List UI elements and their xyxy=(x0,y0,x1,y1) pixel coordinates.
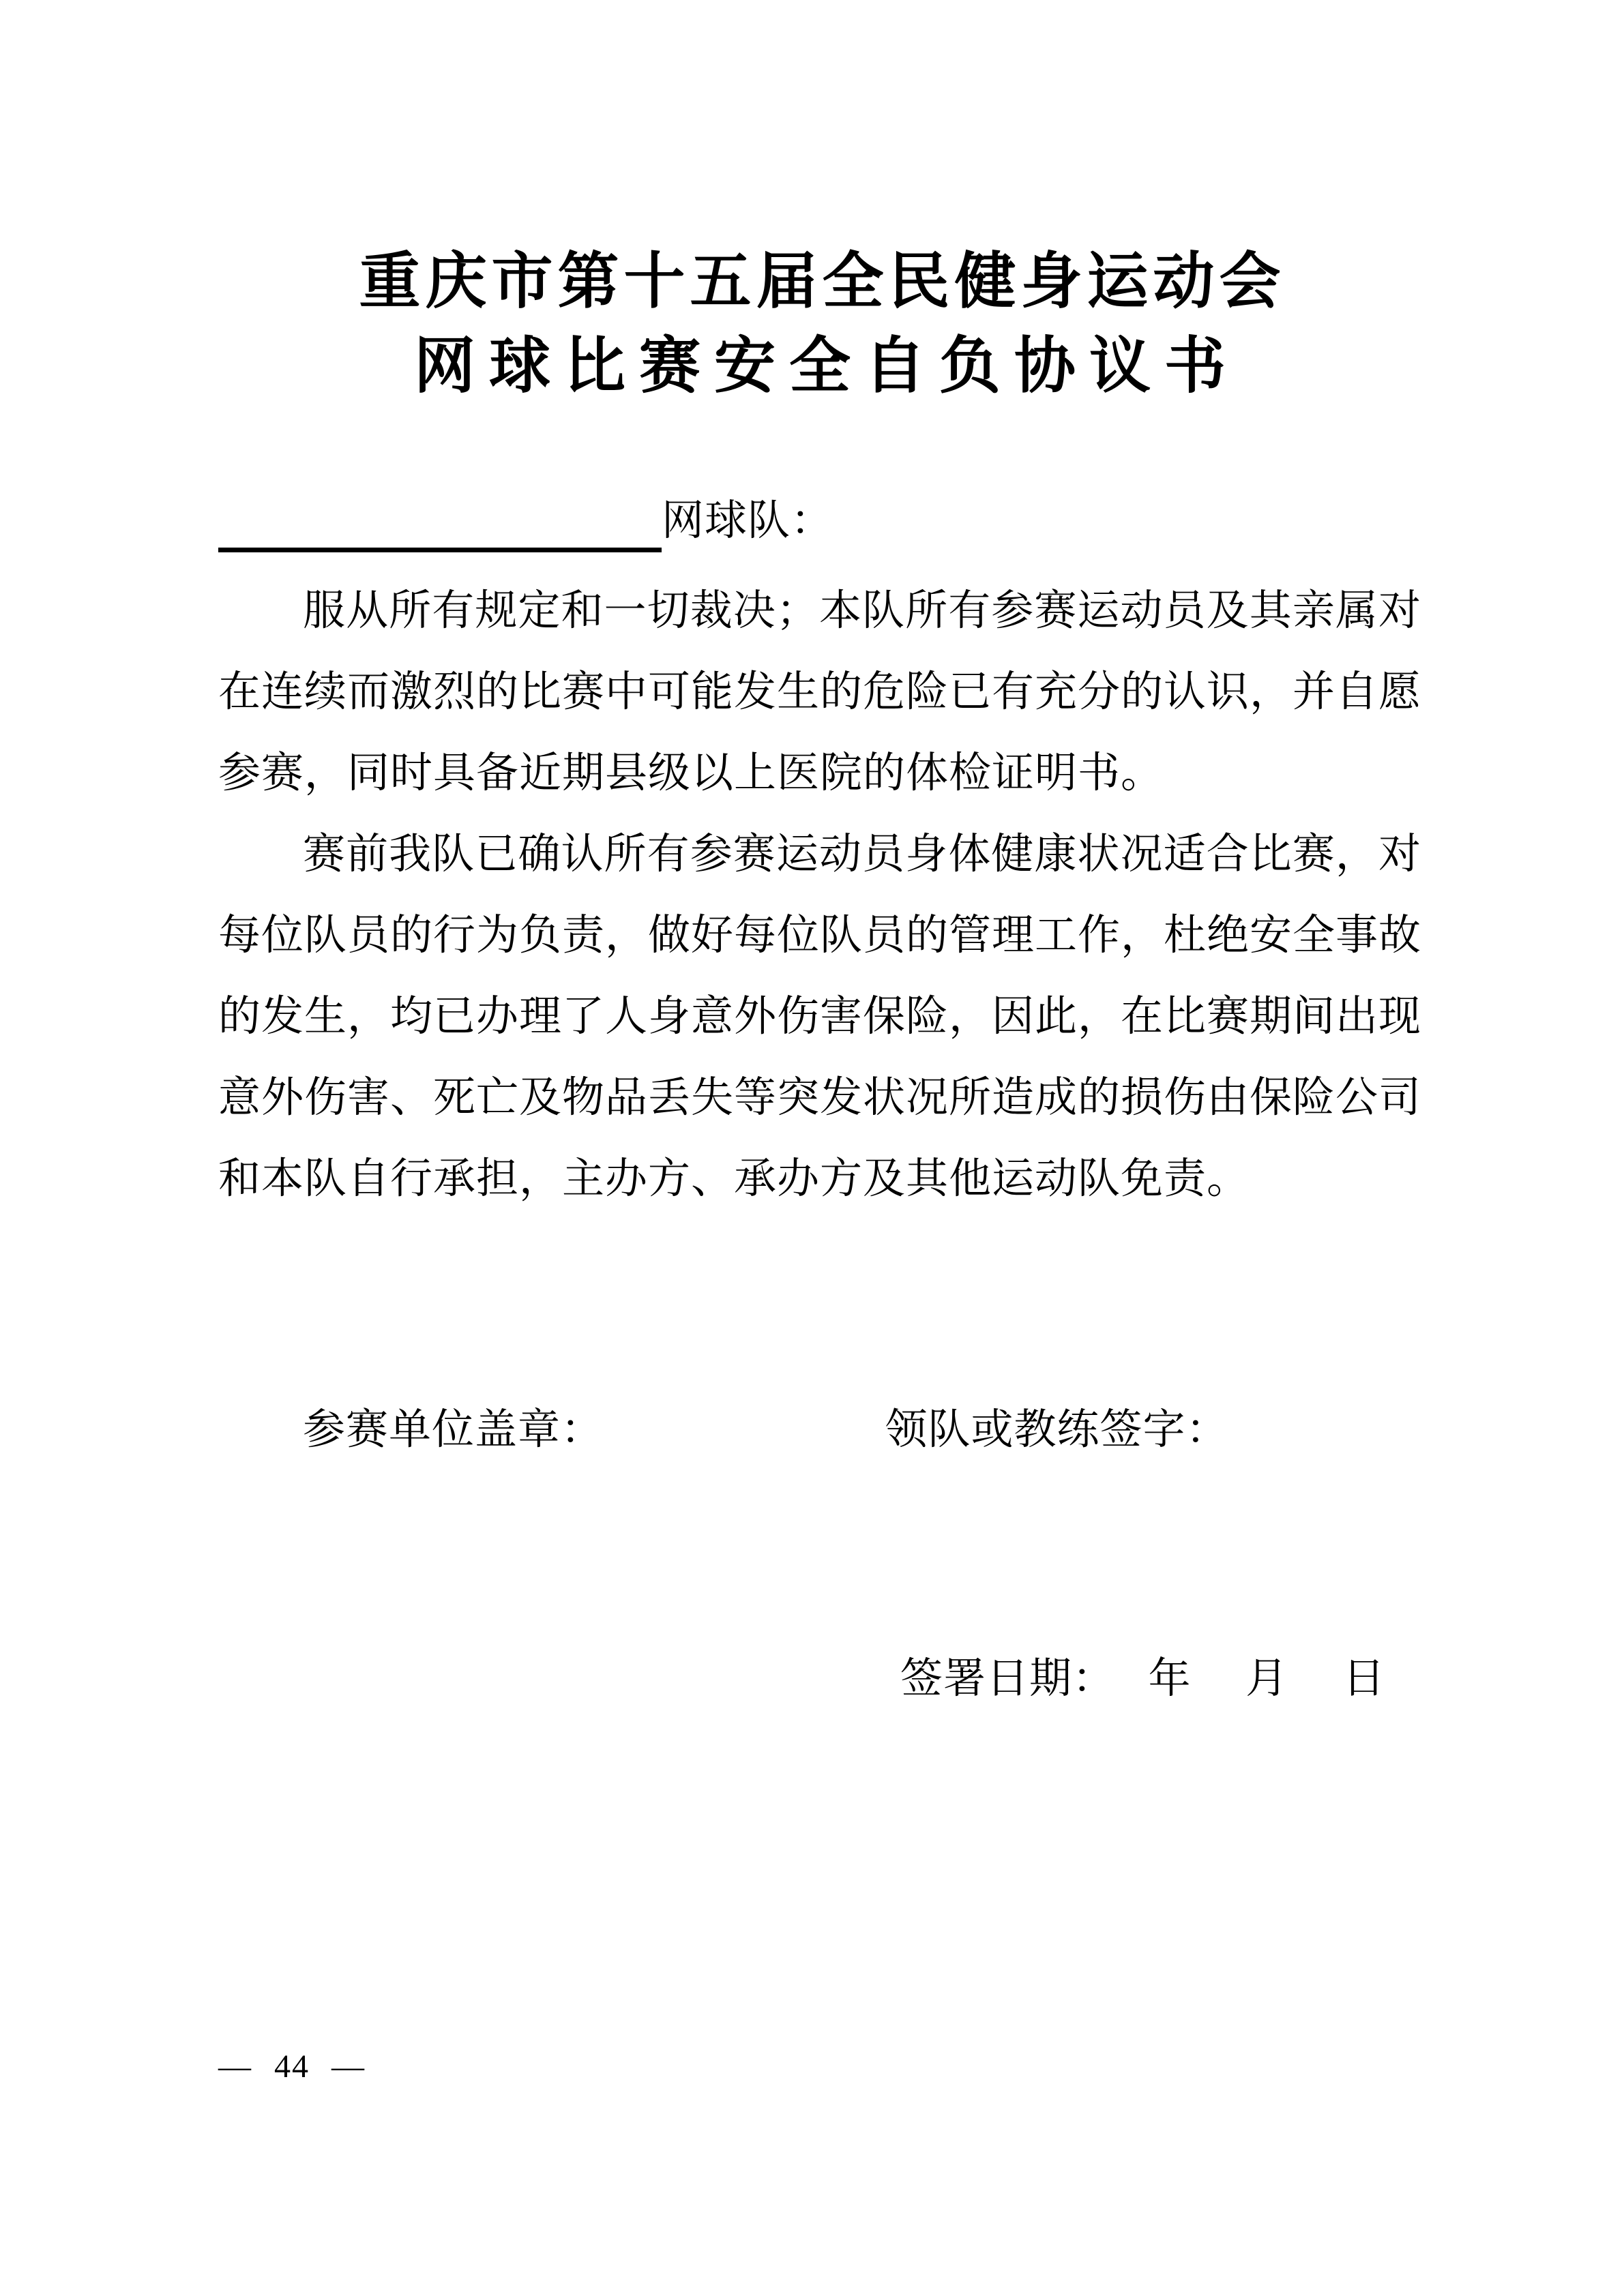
document-title xyxy=(218,0,1421,409)
team-name-row xyxy=(218,490,1421,552)
document-title-line-1: 重庆市第十五届全民健身运动会 xyxy=(359,248,1286,316)
paragraph-line: 的发生，均已办理了人身意外伤害保险，因此，在比赛期间出现 xyxy=(218,994,1422,1040)
team-label: 网球队： xyxy=(662,498,834,544)
paragraph-line: 在连续而激烈的比赛中可能发生的危险已有充分的认识，并自愿 xyxy=(218,669,1422,715)
signing-date-row xyxy=(218,1639,1421,1720)
leader-coach-signature-label: 领队或教练签字： xyxy=(885,1407,1229,1453)
unit-stamp-label: 参赛单位盖章： xyxy=(303,1407,604,1453)
paragraph-line: 参赛，同时具备近期县级以上医院的体检证明书。 xyxy=(218,750,1164,796)
paragraph-health-liability xyxy=(218,814,1421,1220)
paragraph-line: 意外伤害、死亡及物品丢失等突发状况所造成的损伤由保险公司 xyxy=(218,1075,1422,1121)
team-name-blank-line xyxy=(218,490,662,552)
paragraph-line: 赛前我队已确认所有参赛运动员身体健康状况适合比赛，对 xyxy=(303,831,1421,878)
page-number: — 44 — xyxy=(218,2048,366,2085)
signing-date-label: 签署日期： 年 月 日 xyxy=(900,1656,1386,1702)
paragraph-line: 每位队员的行为负责，做好每位队员的管理工作，杜绝安全事故 xyxy=(218,912,1422,959)
paragraph-line: 服从所有规定和一切裁决；本队所有参赛运动员及其亲属对 xyxy=(303,588,1421,634)
paragraph-compliance xyxy=(218,571,1421,814)
paragraph-line: 和本队自行承担，主办方、承办方及其他运动队免责。 xyxy=(218,1156,1250,1202)
signature-row xyxy=(218,1390,1421,1471)
document-title-line-2: 网球比赛安全自负协议书 xyxy=(414,333,1239,400)
